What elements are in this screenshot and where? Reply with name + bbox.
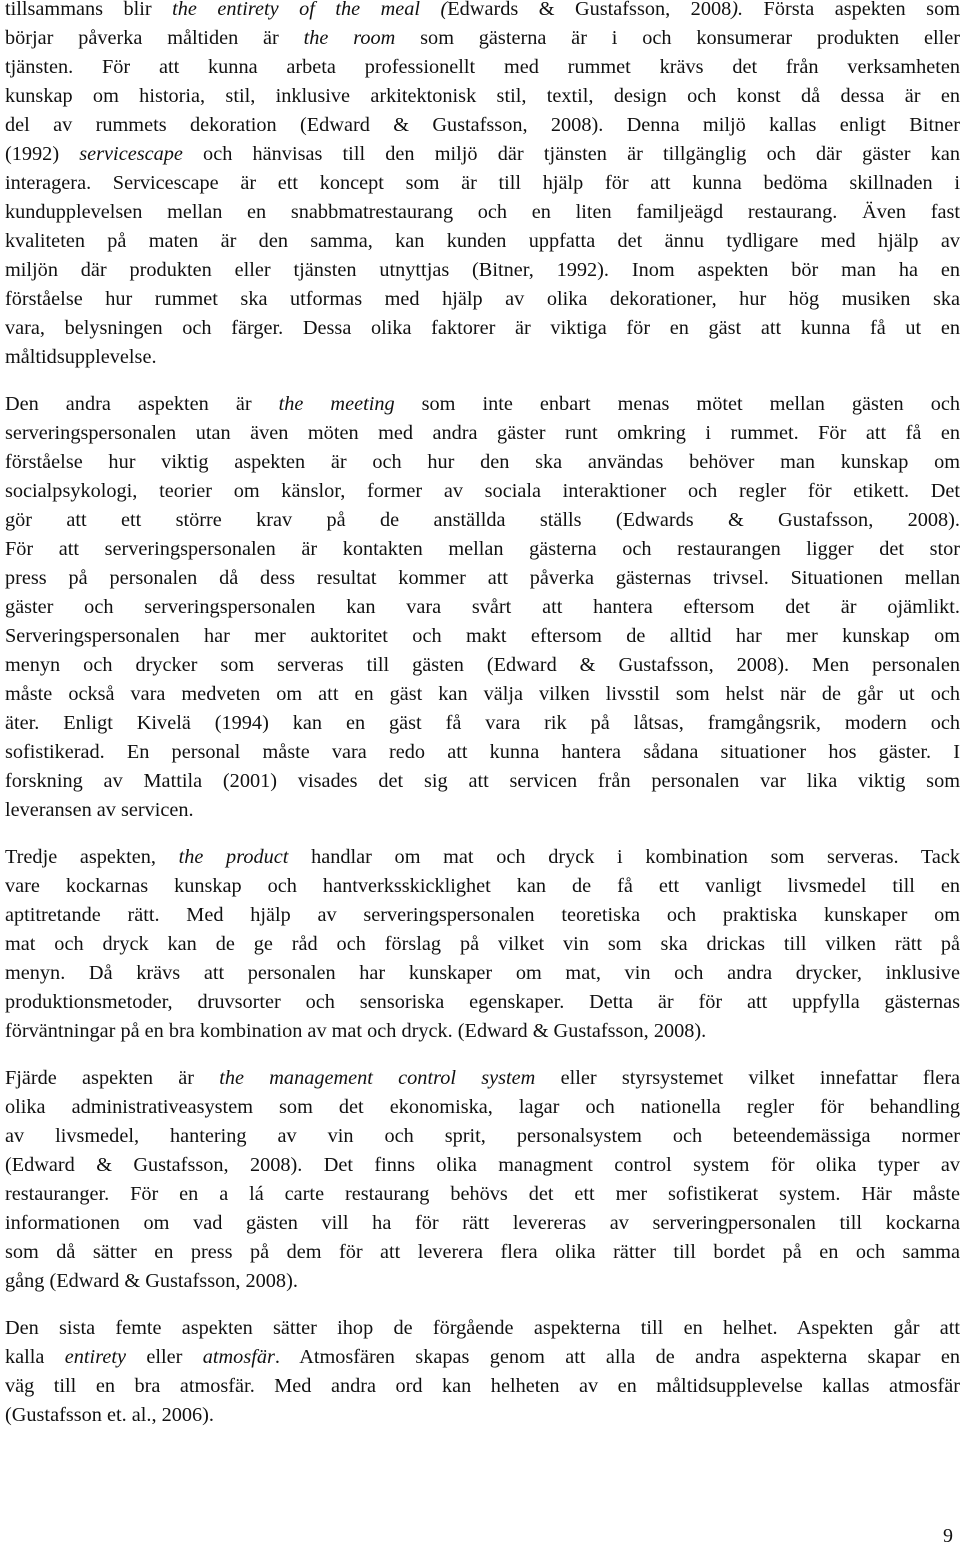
paragraph (0, 1064, 960, 1296)
text-run: interagera. Servicescape är ett koncept som är till hjälp för att kunna bedöma skillnaden i (5, 172, 960, 194)
text-line (5, 1180, 960, 1209)
paragraph-gap (0, 825, 960, 843)
text-line (5, 1372, 960, 1401)
text-run: handlar om mat och dryck i kombination som serveras. Tack (288, 846, 960, 868)
text-line (5, 1238, 960, 1267)
text-line (5, 593, 960, 622)
text-run: Den andra aspekten är (5, 393, 279, 415)
text-run: press på personalen då dess resultat kommer att påverka gästernas trivsel. Situationen mellan (5, 567, 960, 589)
text-run: menyn och drycker som serveras till gästen (Edward & Gustafsson, 2008). Men personalen (5, 654, 960, 676)
text-run: förståelse hur viktig aspekten är och hur den ska användas behöver man kunskap om (5, 451, 960, 473)
text-line (5, 198, 960, 227)
text-line (5, 285, 960, 314)
text-line (5, 111, 960, 140)
text-run: (Edward & Gustafsson, 2008). Det finns olika managment control system för olika typer av (5, 1154, 960, 1176)
text-line (5, 1343, 960, 1372)
text-run: och hänvisas till den miljö där tjänsten är tillgänglig och där gäster kan (182, 143, 960, 165)
text-run: vara, belysningen och färger. Dessa olika faktorer är viktiga för en gäst att kunna få ut en (5, 317, 960, 339)
text-line (5, 1151, 960, 1180)
text-line (5, 988, 960, 1017)
text-line (5, 169, 960, 198)
text-run: del av rummets dekoration (Edward & Gustafsson, 2008). Denna miljö kallas enligt Bitner (5, 114, 960, 136)
text-run: tillsammans blir (5, 0, 173, 20)
text-run: som inte enbart menas mötet mellan gästen och (394, 393, 960, 415)
text-run: gör att ett större krav på de anställda ställs (Edwards & Gustafsson, 2008). (5, 509, 960, 531)
italic-text: the entirety of the meal ( (172, 0, 448, 20)
text-run: . Atmosfären skapas genom att alla de andra aspekterna skapar en (274, 1346, 960, 1368)
text-line (5, 53, 960, 82)
text-line (5, 1267, 960, 1296)
text-run: eller (125, 1346, 203, 1368)
text-run: vare kockarnas kunskap och hantverksskicklighet kan de få ett vanligt livsmedel till en (5, 875, 960, 897)
text-run: kvaliteten på maten är den samma, kan kunden uppfatta det ännu tydligare med hjälp av (5, 230, 960, 252)
text-run: (1992) (5, 143, 80, 165)
text-run: produktionsmetoder, druvsorter och sensoriska egenskaper. Detta är för att uppfylla gästernas (5, 991, 960, 1013)
italic-text: atmosfär (202, 1346, 275, 1368)
text-run: tjänsten. För att kunna arbeta professionellt med rummet krävs det från verksamheten (5, 56, 960, 78)
text-line (5, 390, 960, 419)
text-line (5, 930, 960, 959)
text-line (5, 535, 960, 564)
text-run: måltidsupplevelse. (5, 346, 157, 368)
text-line (5, 343, 960, 372)
text-run: aptitretande rätt. Med hjälp av serveringspersonalen teoretiska och praktiska kunskaper om (5, 904, 960, 926)
text-run: förväntningar på en bra kombination av mat och dryck. (Edward & Gustafsson, 2008). (5, 1020, 707, 1042)
text-run: Tredje aspekten, (5, 846, 179, 868)
text-line (5, 82, 960, 111)
text-run: restauranger. För en a lá carte restaurang behövs det ett mer sofistikerat system. Här måste (5, 1183, 960, 1205)
text-line (5, 738, 960, 767)
paragraph-gap (0, 372, 960, 390)
paragraph (0, 0, 960, 372)
text-run: som då sätter en press på dem för att leverera flera olika rätter till bordet på en och samma (5, 1241, 960, 1263)
text-run: Den sista femte aspekten sätter ihop de förgående aspekterna till en helhet. Aspekten går att (5, 1317, 960, 1339)
text-line (5, 1122, 960, 1151)
text-line (5, 1017, 960, 1046)
italic-text: the room (303, 27, 396, 49)
text-run: väg till en bra atmosfär. Med andra ord kan helheten av en måltidsupplevelse kallas atmosfär (5, 1375, 960, 1397)
text-line (5, 680, 960, 709)
text-line (5, 256, 960, 285)
text-line (5, 24, 960, 53)
text-line (5, 1209, 960, 1238)
italic-text: the product (178, 846, 289, 868)
text-run: gång (Edward & Gustafsson, 2008). (5, 1270, 298, 1292)
text-line (5, 651, 960, 680)
text-run: Serveringspersonalen har mer auktoritet och makt eftersom de alltid har mer kunskap om (5, 625, 960, 647)
text-run: eller styrsystemet vilket innefattar flera (535, 1067, 960, 1089)
paragraph (0, 1314, 960, 1430)
text-run: olika administrativeasystem som det ekonomiska, lagar och nationella regler för behandling (5, 1096, 960, 1118)
text-line (5, 1064, 960, 1093)
text-line (5, 1314, 960, 1343)
text-line (5, 564, 960, 593)
italic-text: servicescape (79, 143, 183, 165)
italic-text: ). (731, 0, 744, 20)
text-line (5, 767, 960, 796)
paragraph-gap (0, 1296, 960, 1314)
paragraph (0, 390, 960, 825)
text-run: informationen om vad gästen vill ha för rätt levereras av serveringpersonalen till kockarna (5, 1212, 960, 1234)
text-run: kalla (5, 1346, 65, 1368)
text-run: Första aspekten som (743, 0, 960, 20)
italic-text: the management control system (219, 1067, 536, 1089)
text-run: Fjärde aspekten är (5, 1067, 220, 1089)
text-run: För att serveringspersonalen är kontakten mellan gästerna och restaurangen ligger det stor (5, 538, 960, 560)
page-number: 9 (943, 1525, 953, 1547)
text-run: forskning av Mattila (2001) visades det sig att servicen från personalen var lika viktig som (5, 770, 960, 792)
text-line (5, 448, 960, 477)
text-line (5, 506, 960, 535)
text-line (5, 140, 960, 169)
text-run: mat och dryck kan de ge råd och förslag på vilket vin som ska drickas till vilken rätt på (5, 933, 960, 955)
text-run: miljön där produkten eller tjänsten utnyttjas (Bitner, 1992). Inom aspekten bör man ha en (5, 259, 960, 281)
italic-text: entirety (64, 1346, 126, 1368)
text-line (5, 901, 960, 930)
text-run: serveringspersonalen utan även möten med andra gäster runt omkring i rummet. För att få en (5, 422, 960, 444)
text-line (5, 1093, 960, 1122)
text-line (5, 843, 960, 872)
text-line (5, 872, 960, 901)
text-run: börjar påverka måltiden är (5, 27, 304, 49)
italic-text: the meeting (278, 393, 395, 415)
text-line (5, 1401, 960, 1430)
text-line (5, 709, 960, 738)
paragraph-gap (0, 1046, 960, 1064)
text-line (5, 227, 960, 256)
text-run: leveransen av servicen. (5, 799, 194, 821)
text-run: (Gustafsson et. al., 2006). (5, 1404, 214, 1426)
text-line (5, 622, 960, 651)
paragraph (0, 843, 960, 1046)
text-line (5, 419, 960, 448)
text-run: förståelse hur rummet ska utformas med hjälp av olika dekorationer, hur hög musiken ska (5, 288, 960, 310)
text-run: gäster och serveringspersonalen kan vara svårt att hantera eftersom det är ojämlikt. (5, 596, 960, 618)
text-run: Edwards & Gustafsson, 2008 (447, 0, 732, 20)
text-line (5, 796, 960, 825)
text-line (5, 959, 960, 988)
text-run: av livsmedel, hantering av vin och sprit, personalsystem och beteendemässiga normer (5, 1125, 960, 1147)
text-run: kunskap om historia, stil, inklusive arkitektonisk stil, textil, design och konst då dessa är en (5, 85, 960, 107)
text-run: sofistikerad. En personal måste vara redo att kunna hantera sådana situationer hos gäster. I (5, 741, 960, 763)
text-line (5, 477, 960, 506)
text-run: menyn. Då krävs att personalen har kunskaper om mat, vin och andra drycker, inklusive (5, 962, 960, 984)
text-run: måste också vara medveten om att en gäst kan välja vilken livsstil som helst när de går ut och (5, 683, 960, 705)
text-run: socialpsykologi, teorier om känslor, former av sociala interaktioner och regler för etikett. Det (5, 480, 960, 502)
text-line (5, 0, 960, 24)
text-run: äter. Enligt Kivelä (1994) kan en gäst få vara rik på låtsas, framgångsrik, modern och (5, 712, 960, 734)
text-line (5, 314, 960, 343)
text-run: som gästerna är i och konsumerar produkten eller (395, 27, 960, 49)
text-run: kundupplevelsen mellan en snabbmatrestaurang och en liten familjeägd restaurang. Även fast (5, 201, 960, 223)
